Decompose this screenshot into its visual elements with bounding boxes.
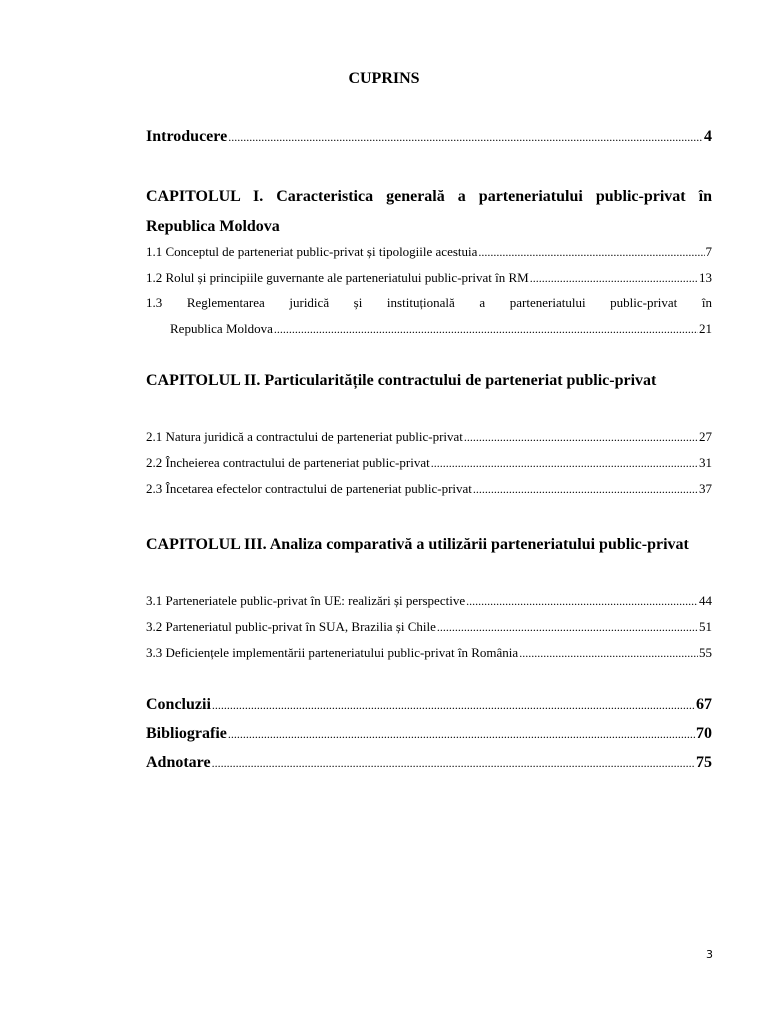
toc-entry-bibliografie[interactable]: [146, 725, 712, 743]
dot-leader: [473, 482, 698, 497]
chapter-heading-3[interactable]: CAPITOLUL III. Analiza comparativă a utilizării parteneriatului public-privat: [146, 536, 689, 553]
toc-entry-label: 1.1 Conceptul de parteneriat public-privat și tipologiile acestuia: [146, 244, 478, 259]
toc-entry-label: 3.2 Parteneriatul public-privat în SUA, Brazilia și Chile: [146, 619, 436, 634]
toc-entry-page: 44: [699, 593, 712, 608]
toc-entry-3-1[interactable]: [146, 593, 712, 609]
toc-entry-2-3[interactable]: [146, 481, 712, 497]
chapter-heading-1[interactable]: CAPITOLUL I. Caracteristica generală a parteneriatului public-privat în Republica Moldova: [146, 188, 712, 235]
toc-entry-adnotare[interactable]: [146, 754, 712, 772]
dot-leader: [431, 456, 698, 471]
toc-entry-page: 75: [696, 754, 712, 771]
toc-entry-label: 1.2 Rolul și principiile guvernante ale parteneriatului public-privat în RM: [146, 270, 529, 285]
toc-entry-1-2[interactable]: [146, 270, 712, 286]
toc-entry-concluzii[interactable]: [146, 696, 712, 714]
toc-entry-page: 21: [699, 321, 712, 336]
toc-entry-label: 2.3 Încetarea efectelor contractului de parteneriat public-privat: [146, 481, 472, 496]
toc-entry-page: 67: [696, 696, 712, 713]
chapter-heading-2[interactable]: CAPITOLUL II. Particularitățile contractului de parteneriat public-privat: [146, 372, 657, 389]
toc-entry-page: 55: [699, 645, 712, 660]
toc-entry-3-2[interactable]: [146, 619, 712, 635]
toc-entry-1-1[interactable]: [146, 244, 712, 260]
dot-leader: [530, 271, 698, 286]
toc-entry-label: 3.1 Parteneriatele public-privat în UE: realizări și perspective: [146, 593, 466, 608]
toc-entry-3-3[interactable]: [146, 645, 712, 661]
toc-entry-1-3-line1[interactable]: 1.3 Reglementarea juridică și instituțională a parteneriatului public-privat în: [146, 295, 712, 310]
dot-leader: [228, 130, 703, 145]
toc-entry-page: 70: [696, 725, 712, 742]
toc-entry-introducere[interactable]: [146, 128, 712, 146]
toc-entry-page: 37: [699, 481, 712, 496]
toc-entry-label: Adnotare: [146, 754, 211, 771]
toc-entry-page: 51: [699, 619, 712, 634]
page-title: CUPRINS: [348, 70, 420, 87]
toc-entry-label: Bibliografie: [146, 725, 227, 742]
toc-entry-page: 4: [704, 128, 712, 145]
dot-leader: [437, 620, 698, 635]
toc-entry-2-1[interactable]: [146, 429, 712, 445]
toc-entry-label: 3.3 Deficiențele implementării parteneriatului public-privat în România: [146, 645, 519, 660]
dot-leader: [519, 646, 698, 661]
dot-leader: [478, 245, 704, 260]
toc-entry-label: Introducere: [146, 128, 228, 145]
toc-entry-label: Concluzii: [146, 696, 211, 713]
dot-leader: [464, 430, 698, 445]
toc-entry-label: Republica Moldova: [170, 321, 273, 336]
toc-entry-page: 13: [699, 270, 712, 285]
dot-leader: [466, 594, 698, 609]
dot-leader: [274, 322, 698, 337]
toc-entry-1-3[interactable]: [170, 321, 712, 337]
page-number: 3: [706, 948, 713, 961]
toc-entry-2-2[interactable]: [146, 455, 712, 471]
dot-leader: [228, 727, 695, 742]
toc-entry-page: 31: [699, 455, 712, 470]
toc-entry-label: 2.2 Încheierea contractului de parteneriat public-privat: [146, 455, 430, 470]
dot-leader: [212, 698, 695, 713]
toc-entry-page: 27: [699, 429, 712, 444]
toc-entry-page: 7: [705, 244, 712, 259]
dot-leader: [212, 756, 695, 771]
toc-entry-label: 2.1 Natura juridică a contractului de parteneriat public-privat: [146, 429, 463, 444]
